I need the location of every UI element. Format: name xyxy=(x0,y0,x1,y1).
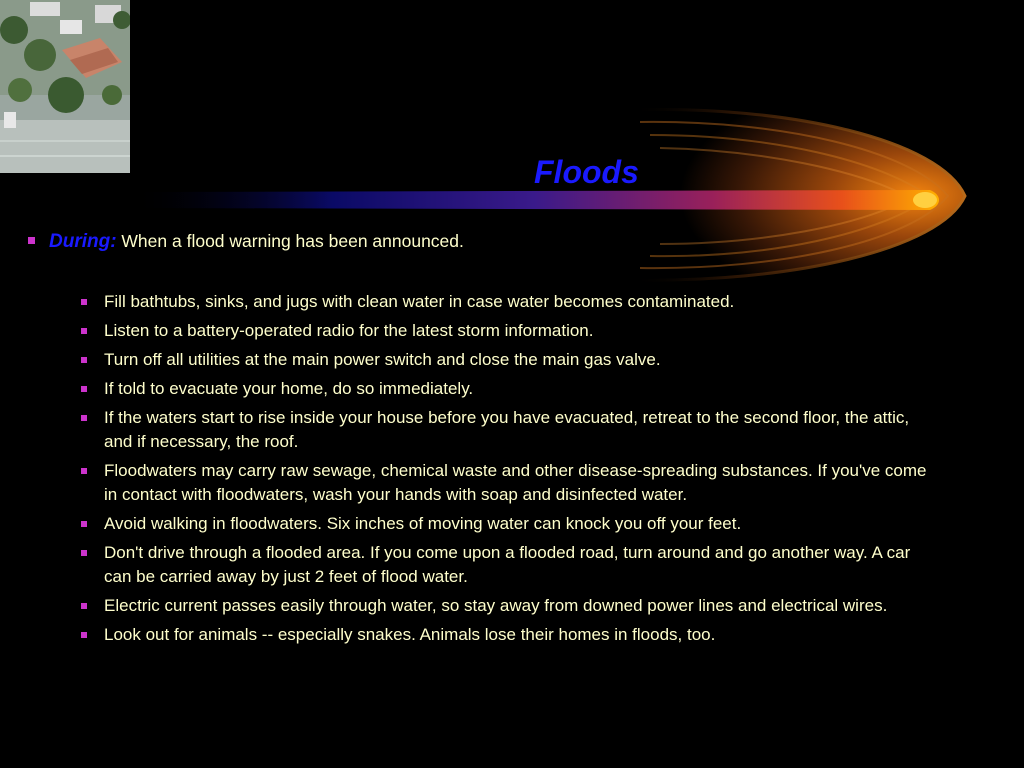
list-item xyxy=(78,594,938,618)
list-item xyxy=(78,512,938,536)
list-item xyxy=(78,459,938,507)
heading-bullet-line xyxy=(28,231,464,253)
bullet-square-icon xyxy=(81,357,87,363)
list-item-text: Don't drive through a flooded area. If you come upon a flooded road, turn around and go another way. A car can be carried away by just 2 feet of flood water. xyxy=(104,543,911,586)
heading-text: When a flood warning has been announced. xyxy=(116,231,464,251)
bullet-square-icon xyxy=(81,550,87,556)
flooded-neighborhood-photo xyxy=(0,0,130,173)
bullet-square-icon xyxy=(81,632,87,638)
list-item-text: Fill bathtubs, sinks, and jugs with clean water in case water becomes contaminated. xyxy=(104,292,735,311)
list-item-text: If the waters start to rise inside your house before you have evacuated, retreat to the second floor, the attic, and if necessary, the roof. xyxy=(104,408,910,451)
bullet-square-icon xyxy=(81,328,87,334)
bullet-square-icon xyxy=(81,468,87,474)
list-item xyxy=(78,348,938,372)
heading-lead: During: xyxy=(49,231,117,252)
comet-swoosh-decoration xyxy=(0,0,1024,300)
bullet-square-icon xyxy=(81,521,87,527)
list-item xyxy=(78,541,938,589)
list-item xyxy=(78,290,938,314)
list-item-text: Floodwaters may carry raw sewage, chemical waste and other disease-spreading substances. If you've come in contact with floodwaters, wash your hands with soap and disinfected water. xyxy=(104,461,927,504)
list-item xyxy=(78,623,938,647)
list-item-text: If told to evacuate your home, do so immediately. xyxy=(104,379,474,398)
bullet-list xyxy=(78,290,938,652)
list-item xyxy=(78,319,938,343)
list-item-text: Electric current passes easily through water, so stay away from downed power lines and electrical wires. xyxy=(104,596,888,615)
list-item-text: Avoid walking in floodwaters. Six inches of moving water can knock you off your feet. xyxy=(104,514,742,533)
bullet-square-icon xyxy=(81,386,87,392)
list-item xyxy=(78,377,938,401)
bullet-square-icon xyxy=(81,415,87,421)
list-item-text: Listen to a battery-operated radio for the latest storm information. xyxy=(104,321,594,340)
slide-title: Floods xyxy=(534,154,639,190)
list-item-text: Look out for animals -- especially snakes. Animals lose their homes in floods, too. xyxy=(104,625,716,644)
list-item-text: Turn off all utilities at the main power switch and close the main gas valve. xyxy=(104,350,661,369)
bullet-square-icon xyxy=(28,237,35,244)
list-item xyxy=(78,406,938,454)
bullet-square-icon xyxy=(81,603,87,609)
bullet-square-icon xyxy=(81,299,87,305)
